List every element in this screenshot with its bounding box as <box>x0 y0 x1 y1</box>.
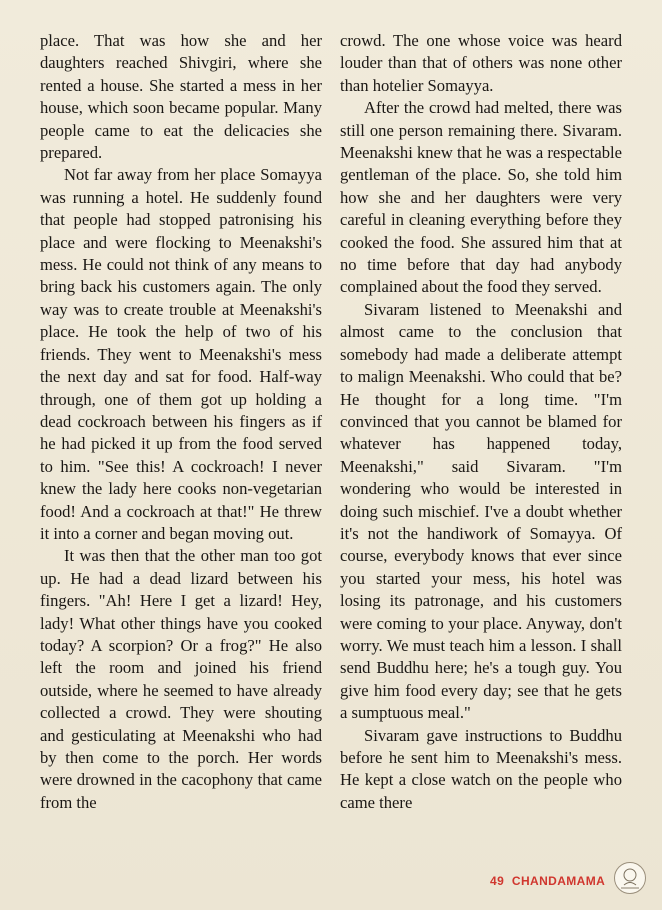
paragraph: Sivaram gave instructions to Buddhu before he sent him to Meenakshi's mess. He kept a close watch on the people who came there <box>340 725 622 812</box>
paragraph: crowd. The one whose voice was heard louder than that of others was none other than hotelier Somayya. <box>340 31 622 95</box>
magazine-name: CHANDAMAMA <box>511 874 606 888</box>
logo-graphic <box>615 863 645 893</box>
left-column <box>40 30 322 814</box>
chandamama-logo-icon <box>614 862 646 894</box>
paragraph: place. That was how she and her daughters reached Shivgiri, where she rented a house. She started a mess in her house, which soon became popular. Many people came to eat the delicacies she prepared. <box>40 31 322 163</box>
paragraph: It was then that the other man too got up. He had a dead lizard between his fingers. "Ah! Here I get a lizard! Hey, lady! What other things have you cooked today? A scorpion? Or a frog?" He also left the room and joined his friend outside, where he seemed to have already collected a crowd. They were shouting and gesticulating at Meenakshi who had by then come to the porch. Her words were drowned in the cacophony that came from the <box>40 546 322 812</box>
right-column <box>340 30 622 814</box>
paragraph: Not far away from her place Somayya was running a hotel. He suddenly found that people had stopped patronising his place and were flocking to Meenakshi's mess. He could not think of any means to bring back his customers again. The only way was to create trouble at Meenakshi's place. He took the help of two of his friends. They went to Meenakshi's mess the next day and sat for food. Half-way through, one of them got up holding a dead cockroach between his fingers as if he had picked it up from the food served to him. "See this! A cockroach! I never knew the lady here cooks non-vegetarian food! And a cockroach at that!" He threw it into a corner and began moving out. <box>40 165 322 543</box>
paragraph: After the crowd had melted, there was still one person remaining there. Sivaram. Meenakshi knew that he was a respectable gentleman of the place. So, she told him how she and her daughters were very careful in cleaning everything before they cooked the food. She assured him that at no time before that day had anybody complained about the food they served. <box>340 98 622 297</box>
paragraph: Sivaram listened to Meenakshi and almost came to the conclusion that somebody had made a deliberate attempt to malign Meenakshi. Who could that be? He thought for a long time. "I'm convinced that you cannot be blamed for whatever has happened today, Meenakshi," said Sivaram. "I'm wondering who would be interested in doing such mischief. I've a doubt whether it's not the handiwork of Somayya. Of course, everybody knows that ever since you started your mess, his hotel was losing its patronage, and his customers were coming to your place. Anyway, don't worry. We must teach him a lesson. I shall send Buddhu here; he's a tough guy. You give him food every day; see that he gets a sumptuous meal." <box>340 299 622 723</box>
page-number: 49 <box>490 874 505 888</box>
page-footer <box>490 874 605 888</box>
